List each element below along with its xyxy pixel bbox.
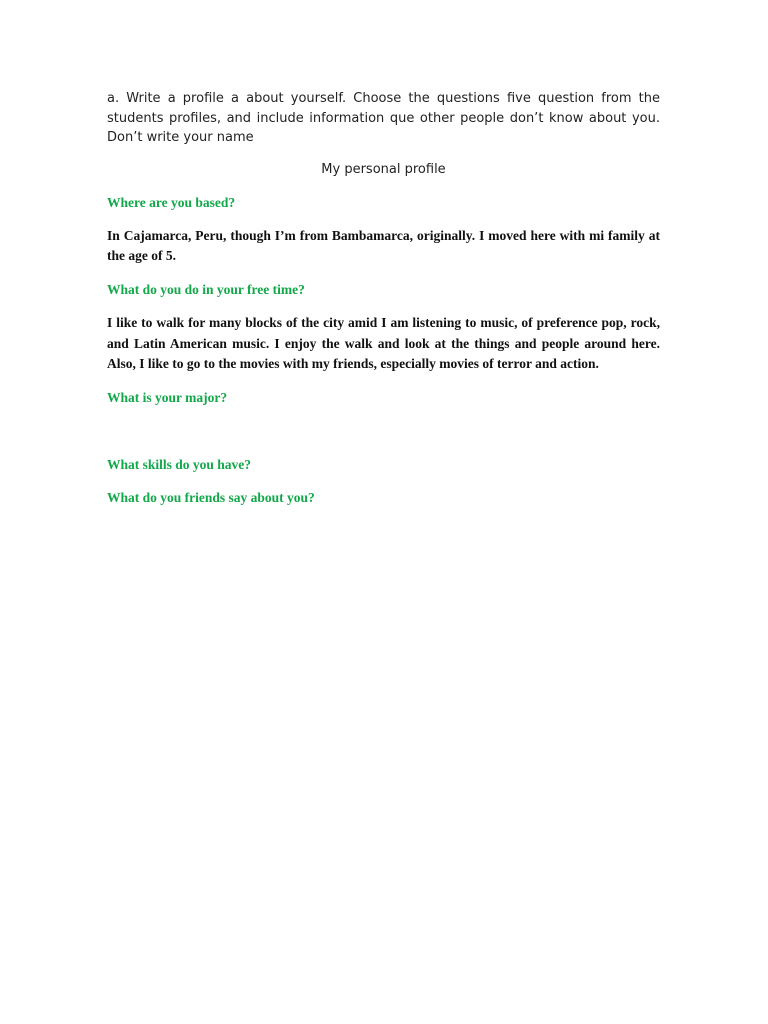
answer-free-time: I like to walk for many blocks of the city amid I am listening to music, of preference pop, rock, and Latin American music. I enjoy the walk and look at the things and people around here. Also, I like to go to the movies with my friends, especially movies of terror and action.: [107, 314, 660, 372]
document-page: [107, 89, 660, 508]
question-where-based: Where are you based?: [107, 194, 236, 210]
answer-where-based: In Cajamarca, Peru, though I’m from Bambamarca, originally. I moved here with mi family at the age of 5.: [107, 227, 660, 264]
question-major: What is your major?: [107, 390, 228, 406]
page-title: My personal profile: [321, 161, 446, 177]
question-skills: What skills do you have?: [107, 457, 252, 473]
question-free-time: What do you do in your free time?: [107, 281, 305, 297]
instructions-paragraph: a. Write a profile a about yourself. Choose the questions five question from the students profiles, and include information que other people don’t know about you. Don’t write your name: [107, 91, 660, 145]
question-friends-say: What do you friends say about you?: [107, 490, 315, 506]
